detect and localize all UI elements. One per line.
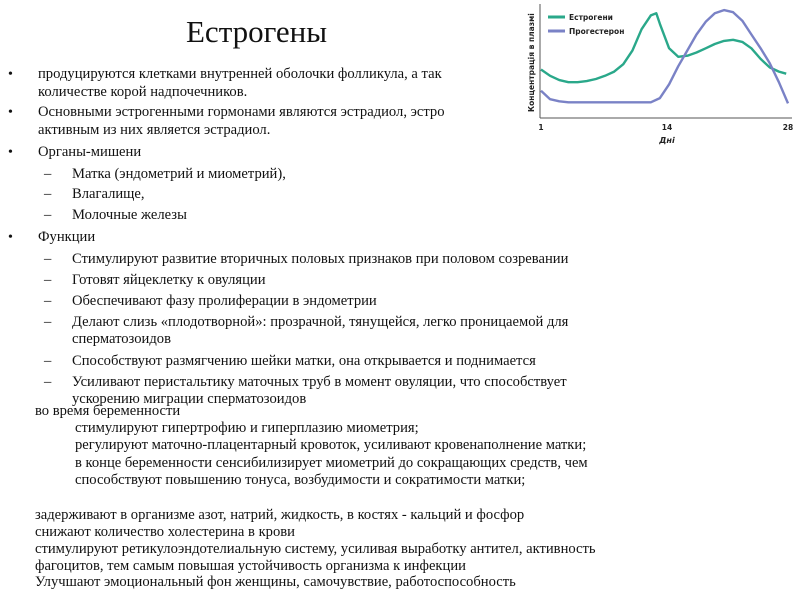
function-item: – Делают слизь «плодотворной»: прозрачной, тянущейся, легко проницаемой для [72,314,568,331]
effect-line: Улучшают эмоциональный фон женщины, самочувствие, работоспособность [35,574,516,590]
bullet-main-hormones [38,104,445,121]
effect-line: задерживают в организме азот, натрий, жидкость, в костях - кальций и фосфор [35,507,525,523]
bullet-targets [38,144,141,161]
function-item: – Обеспечивают фазу пролиферации в эндометрии [72,293,377,310]
target-item: – Влагалище, [72,186,145,203]
legend-label-estrogen: Естрогени [569,13,613,22]
function-item-cont: сперматозоидов [72,331,171,347]
x-tick-label: 28 [782,123,794,132]
bullet-origin [38,66,442,83]
function-item: – Стимулируют развитие вторичных половых признаков при половом созревании [72,251,568,268]
legend-label-progesterone: Прогестерон [569,27,625,36]
pregnancy-line: в конце беременности сенсибилизирует миометрий до сокращающих средств, чем [75,455,588,471]
bullet-main-hormones-cont: активным из них является эстрадиол. [38,122,271,138]
bullet-text: Основными эстрогенными гормонами являются эстрадиол, эстро [38,104,445,120]
x-tick-label: 1 [538,123,544,132]
pregnancy-heading: во время беременности [35,403,181,419]
pregnancy-line: стимулируют гипертрофию и гиперплазию миометрия; [75,420,419,436]
effect-line: фагоцитов, тем самым повышая устойчивость организма к инфекции [35,558,466,574]
function-item: – Готовят яйцеклетку к овуляции [72,272,266,289]
effect-line: стимулируют ретикулоэндотелиальную систему, усиливая выработку антител, активность [35,541,596,557]
function-item: – Усиливают перистальтику маточных труб в момент овуляции, что способствует [72,374,567,391]
bullet-text: Органы-мишени [38,144,142,160]
function-item: – Способствуют размягчению шейки матки, она открывается и поднимается [72,353,536,370]
pregnancy-line: способствуют повышению тонуса, возбудимости и сократимости матки; [75,472,526,488]
bullet-text: продуцируются клетками внутренней оболочки фолликула, а так [38,66,442,82]
bullet-text: Функции [38,229,96,245]
hormone-chart [520,0,800,150]
x-axis-label: Дні [659,136,675,145]
function-item-cont: ускорению миграции сперматозоидов [72,391,307,407]
target-item: – Молочные железы [72,207,187,224]
page-title: Естрогены [186,14,328,49]
x-tick-label: 14 [661,123,673,132]
target-item: – Матка (эндометрий и миометрий), [72,166,286,183]
bullet-origin-cont: количестве корой надпочечников. [38,84,248,100]
bullet-functions [38,229,95,246]
pregnancy-line: регулируют маточно-плацентарный кровоток, усиливают кровенаполнение матки; [75,437,587,453]
y-axis-label: Концентрація в плазмі [527,13,536,112]
effect-line: снижают количество холестерина в крови [35,524,295,540]
